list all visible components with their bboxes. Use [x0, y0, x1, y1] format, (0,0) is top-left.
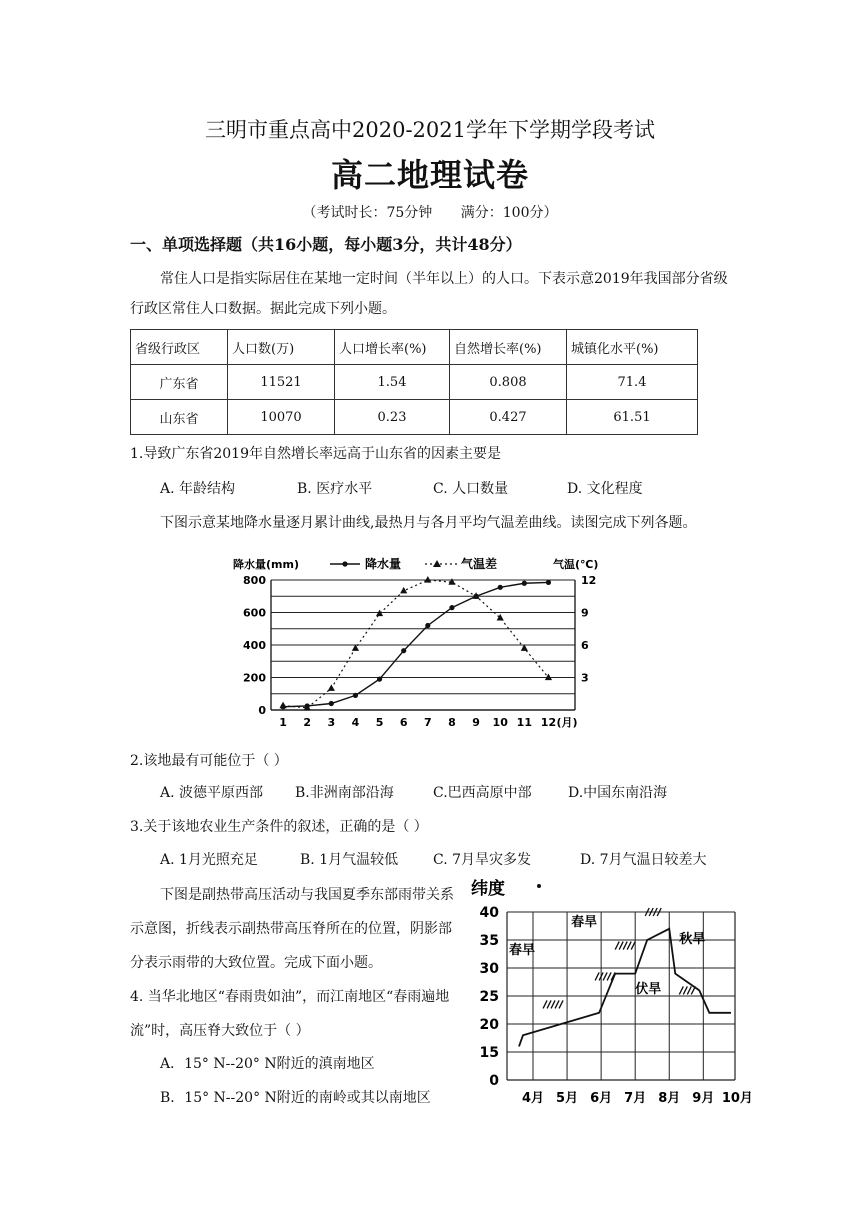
y-right-axis-label: 气温(℃) — [553, 558, 599, 571]
option-b[interactable]: B. 医疗水平 — [297, 481, 373, 497]
exam-score: 满分：100分） — [460, 205, 558, 221]
x-tick-label: 5 — [375, 716, 384, 729]
table-row — [131, 365, 698, 400]
question-3-options — [160, 849, 730, 869]
exam-time: （考试时长：75分钟 — [302, 205, 433, 221]
table-cell: 61.51 — [567, 400, 698, 435]
rainband-hatch — [607, 972, 611, 980]
x-tick-label: 7 — [423, 716, 432, 729]
precipitation-point — [401, 648, 406, 653]
y-tick-label: 15 — [479, 1045, 499, 1061]
x-tick-label: 10月 — [721, 1091, 753, 1106]
option-c[interactable]: C.巴西高原中部 — [433, 785, 532, 801]
y-left-tick-label: 0 — [258, 704, 266, 717]
x-tick-label: 7月 — [624, 1091, 647, 1106]
y-tick-label: 35 — [479, 933, 499, 949]
rainband-hatch — [619, 942, 623, 950]
chart-grid — [271, 580, 575, 710]
question-1-stem: 1.导致广东省2019年自然增长率远高于山东省的因素主要是 — [130, 446, 501, 462]
table-header-cell: 省级行政区 — [131, 330, 228, 365]
question-3-stem: 3.关于该地农业生产条件的叙述，正确的是（ ） — [130, 819, 428, 835]
option-a[interactable]: A. 年龄结构 — [160, 481, 236, 497]
rainband-hatch — [631, 942, 635, 950]
question-2-options — [160, 782, 720, 802]
y-tick-label: 0 — [489, 1073, 499, 1089]
question-4-option-b[interactable]: B．15° N--20° N附近的南岭或其以南地区 — [160, 1090, 431, 1106]
option-a[interactable]: A. 1月光照充足 — [160, 852, 258, 868]
precipitation-point — [498, 585, 503, 590]
exam-school-title: 三明市重点高中2020-2021学年下学期学段考试 — [205, 118, 655, 142]
precipitation-point — [449, 605, 454, 610]
temperature-diff-line — [283, 580, 548, 708]
table-header-row — [131, 330, 698, 365]
subtropical-high-chart — [465, 872, 753, 1107]
rainband-hatch — [547, 1000, 551, 1008]
rainband-hatch — [551, 1000, 555, 1008]
table-row — [131, 400, 698, 435]
temperature-diff-point — [279, 702, 286, 709]
table-cell: 0.427 — [450, 400, 567, 435]
rainband-hatch — [627, 942, 631, 950]
temperature-diff-point — [497, 614, 504, 621]
precipitation-point — [546, 580, 551, 585]
table-header-cell: 自然增长率(%) — [450, 330, 567, 365]
precipitation-point — [425, 623, 430, 628]
population-table — [130, 329, 698, 435]
y-left-tick-label: 400 — [243, 639, 266, 652]
x-tick-label: 4月 — [521, 1091, 545, 1106]
intro-paragraph-2: 下图示意某地降水量逐月累计曲线,最热月与各月平均气温差曲线。读图完成下列各题。 — [160, 515, 697, 531]
y-axis-label: 纬度 — [471, 879, 505, 899]
table-header-cell: 城镇化水平(%) — [567, 330, 698, 365]
x-tick-label: 3 — [327, 716, 336, 729]
rainband-hatch — [615, 942, 619, 950]
y-right-tick-label: 9 — [581, 606, 589, 620]
x-tick-label: 9月 — [692, 1091, 715, 1106]
legend-marker-precip — [342, 561, 347, 566]
table-cell: 广东省 — [131, 365, 228, 400]
exam-meta — [0, 202, 860, 222]
intro-text-1: 常住人口是指实际居住在某地一定时间（半年以上）的人口。下表示意2019年我国部分省级行政区常住人口数据。据此完成下列小题。 — [130, 271, 728, 317]
x-tick-label: 9 — [472, 716, 480, 729]
dot-mark — [537, 884, 541, 888]
option-d[interactable]: D. 7月气温日较差大 — [580, 852, 707, 868]
intro-text-3: 下图是副热带高压活动与我国夏季东部雨带关系示意图，折线表示副热带高压脊所在的位置，阴影部分表示雨带的大致位置。完成下面小题。 — [130, 887, 454, 971]
y-right-tick-label: 6 — [581, 639, 589, 652]
y-left-axis-label: 降水量(mm) — [233, 558, 299, 571]
table-cell: 71.4 — [567, 365, 698, 400]
annotation-label: 伏旱 — [635, 982, 662, 998]
option-b[interactable]: B.非洲南部沿海 — [295, 785, 394, 801]
y-left-tick-label: 600 — [243, 606, 266, 620]
rainband-hatch — [687, 986, 691, 994]
question-1-options — [160, 478, 720, 498]
x-tick-label: 8 — [448, 716, 456, 729]
rainband-hatch — [559, 1000, 563, 1008]
annotation-label: 春旱 — [571, 915, 598, 930]
table-cell: 11521 — [228, 365, 335, 400]
option-d[interactable]: D.中国东南沿海 — [568, 785, 668, 801]
x-tick-label: 6 — [399, 716, 408, 729]
precipitation-point — [353, 693, 358, 698]
x-tick-label: 4 — [351, 716, 360, 729]
table-cell: 0.808 — [450, 365, 567, 400]
intro-paragraph-1 — [130, 264, 730, 324]
rainband-hatch — [543, 1000, 547, 1008]
x-tick-label: 8月 — [658, 1091, 681, 1106]
rainband-hatch — [623, 942, 627, 950]
page-title: 高二地理试卷 — [330, 156, 529, 194]
rainband-hatch — [603, 972, 607, 980]
annotation-label: 秋旱 — [679, 931, 706, 947]
rainband-hatch — [679, 986, 683, 994]
option-b[interactable]: B. 1月气温较低 — [300, 852, 399, 868]
option-c[interactable]: C. 人口数量 — [433, 481, 509, 497]
option-a[interactable]: A. 波德平原西部 — [160, 785, 264, 801]
temperature-diff-point — [424, 576, 431, 583]
rainband-hatch — [595, 972, 599, 980]
intro-paragraph-3 — [130, 878, 460, 980]
question-2-stem: 2.该地最有可能位于（ ） — [130, 753, 288, 769]
question-4-option-a[interactable]: A．15° N--20° N附近的滇南地区 — [160, 1056, 375, 1072]
option-c[interactable]: C. 7月旱灾多发 — [433, 852, 532, 868]
precipitation-point — [377, 677, 382, 682]
annotation-label: 春早 — [509, 943, 536, 958]
legend-marker-tempdiff — [433, 560, 441, 567]
table-header-cell: 人口增长率(%) — [335, 330, 450, 365]
legend-label-tempdiff: 气温差 — [461, 557, 498, 571]
table-cell: 1.54 — [335, 365, 450, 400]
x-tick-label: 12 — [540, 716, 557, 729]
section-heading: 一、单项选择题（共16小题，每小题3分，共计48分） — [130, 235, 522, 254]
temperature-diff-point — [328, 684, 335, 691]
table-cell: 10070 — [228, 400, 335, 435]
x-tick-label: 1 — [279, 716, 287, 729]
legend-label-precip: 降水量 — [365, 557, 402, 571]
x-tick-label: 6月 — [590, 1091, 613, 1106]
question-4-stem: 4. 当华北地区“春雨贵如油”，而江南地区“春雨遍地流”时，高压脊大致位于（ ） — [130, 989, 450, 1039]
y-right-tick-label: 3 — [581, 671, 589, 685]
y-tick-label: 25 — [479, 989, 499, 1005]
rainband-hatch — [555, 1000, 559, 1008]
y-left-tick-label: 800 — [243, 574, 266, 587]
table-cell: 0.23 — [335, 400, 450, 435]
y-tick-label: 30 — [479, 961, 499, 977]
precipitation-point — [522, 581, 527, 586]
table-header-cell: 人口数(万) — [228, 330, 335, 365]
x-tick-label: 2 — [303, 716, 312, 729]
table-cell: 山东省 — [131, 400, 228, 435]
rainband-hatch — [683, 986, 687, 994]
precipitation-temperature-chart — [225, 550, 610, 740]
y-right-tick-label: 12 — [581, 574, 597, 587]
precipitation-point — [329, 701, 334, 706]
option-d[interactable]: D. 文化程度 — [567, 481, 643, 497]
y-tick-label: 20 — [479, 1017, 499, 1033]
x-tick-label: 11 — [516, 716, 532, 729]
x-tick-label: 5月 — [556, 1091, 579, 1106]
x-tick-label: 10 — [492, 716, 508, 729]
y-left-tick-label: 200 — [243, 671, 266, 685]
y-tick-label: 40 — [479, 905, 499, 921]
x-unit-label: (月) — [556, 716, 578, 729]
